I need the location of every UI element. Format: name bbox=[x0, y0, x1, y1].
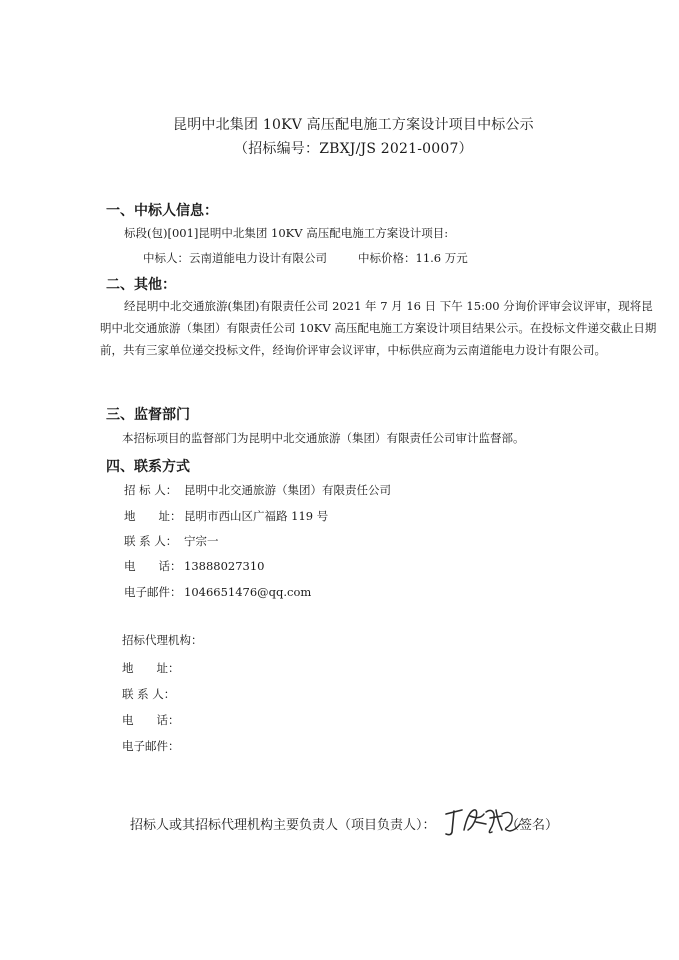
contact-person-label: 联 系 人： bbox=[124, 534, 178, 548]
signature-label: 招标人或其招标代理机构主要负责人（项目负责人）： bbox=[130, 818, 436, 833]
evaluation-paragraph: 经昆明中北交通旅游(集团)有限责任公司 2021 年 7 月 16 日 下午 15:00 分询价评审会议评审，现将昆明中北交通旅游（集团）有限责任公司 10KV 高压配电施工方案设计项目结果公示。在投标文件递交截止日期前，共有三家单位递交投标文件，经询价评审会议评审，中标供应商为云南道能电力设计有限公司。 bbox=[100, 299, 657, 357]
winning-bidder: 中标人：云南道能电力设计有限公司 bbox=[143, 251, 327, 265]
contact-address bbox=[124, 508, 328, 524]
lot-description: 标段(包)[001]昆明中北集团 10KV 高压配电施工方案设计项目: bbox=[124, 226, 449, 240]
email-value: 1046651476@qq.com bbox=[184, 585, 312, 599]
contact-tenderer bbox=[124, 482, 391, 498]
section-1-heading: 一、中标人信息： bbox=[106, 203, 218, 219]
section-2-heading: 二、其他： bbox=[106, 277, 176, 293]
email-label: 电子邮件： bbox=[124, 585, 182, 599]
contact-person-value: 宁宗一 bbox=[184, 534, 219, 548]
address-value: 昆明市西山区广福路 119 号 bbox=[184, 509, 329, 523]
section-4-heading: 四、联系方式 bbox=[106, 459, 190, 475]
signature-suffix: （签名） bbox=[506, 818, 559, 833]
contact-person bbox=[124, 533, 219, 549]
tender-number: （招标编号：ZBXJ/JS 2021-0007） bbox=[234, 141, 473, 157]
winning-price: 中标价格：11.6 万元 bbox=[358, 251, 468, 265]
agency-contact-label: 联 系 人： bbox=[122, 687, 176, 701]
section-3-heading: 三、监督部门 bbox=[106, 407, 190, 423]
phone-value: 13888027310 bbox=[184, 559, 265, 573]
phone-label: 电 话： bbox=[124, 559, 182, 573]
address-label: 地 址： bbox=[124, 509, 182, 523]
agency-phone-label: 电 话： bbox=[122, 713, 180, 727]
tenderer-label: 招 标 人： bbox=[124, 483, 178, 497]
contact-phone bbox=[124, 558, 264, 574]
contact-email bbox=[124, 584, 311, 600]
agency-email-label: 电子邮件： bbox=[122, 739, 180, 753]
agency-address-label: 地 址： bbox=[122, 661, 180, 675]
notice-title: 昆明中北集团 10KV 高压配电施工方案设计项目中标公示 bbox=[173, 117, 534, 133]
tenderer-value: 昆明中北交通旅游（集团）有限责任公司 bbox=[184, 483, 391, 497]
agency-heading: 招标代理机构： bbox=[122, 633, 203, 647]
supervision-text: 本招标项目的监督部门为昆明中北交通旅游（集团）有限责任公司审计监督部。 bbox=[122, 431, 525, 445]
